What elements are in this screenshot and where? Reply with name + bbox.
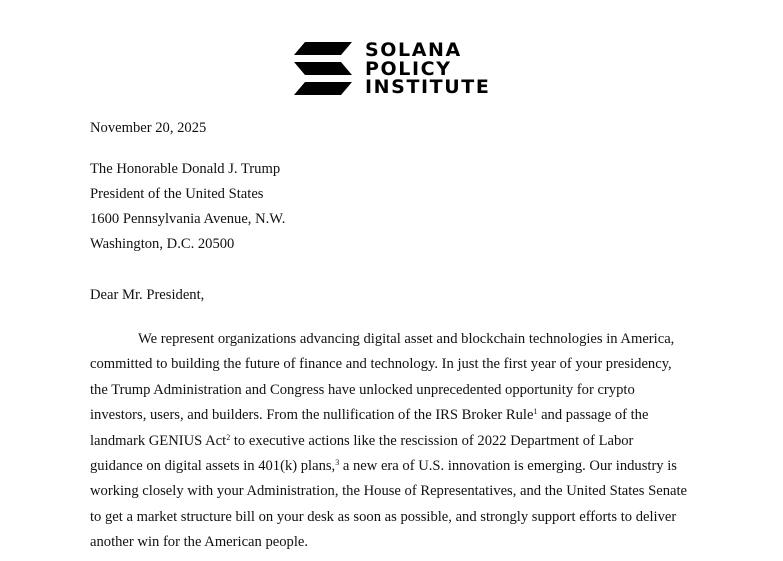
letterhead (294, 41, 494, 97)
organization-name-line: SOLANA (365, 39, 462, 61)
footnote-ref-1: 1 (533, 407, 538, 417)
body-text: a new era of U.S. innovation is emerging. Our industry is (339, 457, 677, 474)
recipient-street: 1600 Pennsylvania Avenue, N.W. (90, 211, 286, 227)
body-text: guidance on digital assets in 401(k) plans, (90, 457, 336, 474)
recipient-city: Washington, D.C. 20500 (90, 236, 235, 252)
body-line: to get a market structure bill on your desk as soon as possible, and strongly support efforts to deliver (90, 508, 677, 525)
body-text: landmark GENIUS Act (90, 432, 227, 449)
recipient-name: The Honorable Donald J. Trump (90, 161, 281, 177)
letter-date: November 20, 2025 (90, 120, 207, 136)
body-line (90, 403, 700, 428)
body-line: the Trump Administration and Congress have unlocked unprecedented opportunity for crypto (90, 381, 635, 398)
footnote-ref-3: 3 (335, 457, 340, 467)
body-text: investors, users, and builders. From the nullification of the IRS Broker Rule (90, 407, 534, 424)
body-paragraph (90, 327, 700, 556)
body-line: another win for the American people. (90, 534, 309, 551)
organization-name-line: INSTITUTE (365, 76, 491, 98)
body-line: We represent organizations advancing digital asset and blockchain technologies in America, (138, 331, 675, 347)
organization-name-line: POLICY (365, 57, 452, 80)
solana-logo-icon (294, 42, 352, 95)
body-line: working closely with your Administration, the House of Representatives, and the United States Senate (90, 483, 688, 500)
body-line: committed to building the future of finance and technology. In just the first year of your presidency, (90, 356, 672, 373)
body-text: to executive actions like the rescission of 2022 Department of Labor (230, 432, 634, 449)
organization-name (365, 41, 490, 97)
body-line (90, 429, 700, 454)
salutation: Dear Mr. President, (90, 287, 205, 303)
footnote-ref-2: 2 (226, 432, 231, 442)
body-text: and passage of the (537, 407, 649, 424)
recipient-title: President of the United States (90, 186, 264, 202)
body-line (90, 454, 700, 479)
